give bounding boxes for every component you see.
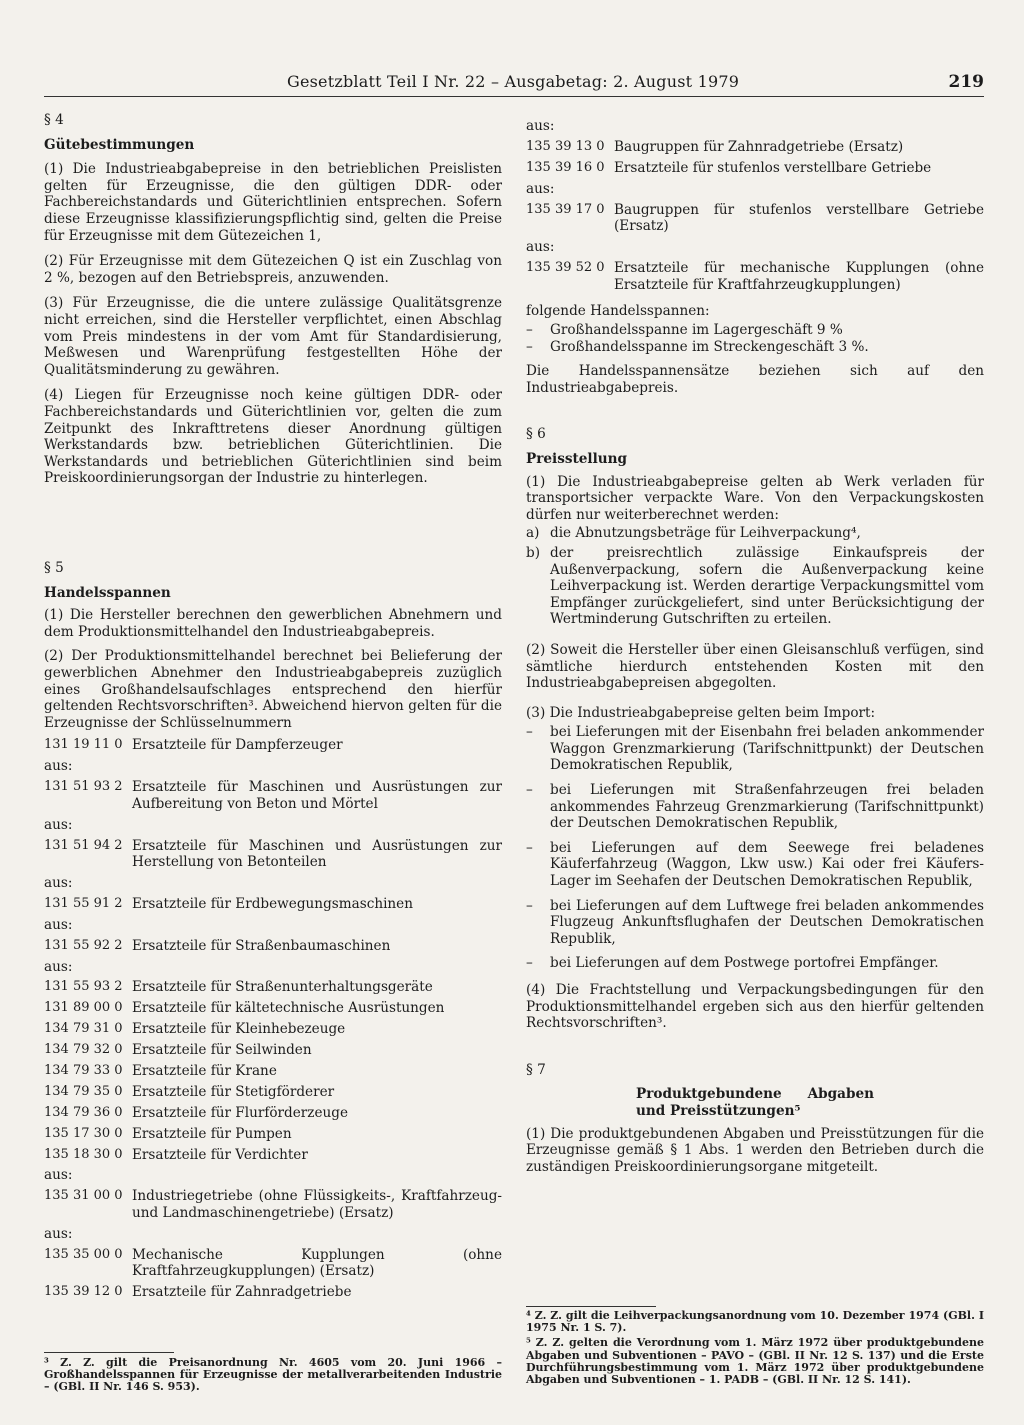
- key-number-row: [44, 938, 502, 955]
- aus-label: aus:: [526, 180, 555, 197]
- section-4-heading: Gütebestimmungen: [44, 136, 195, 153]
- key-number: 134 79 33 0: [44, 1063, 123, 1078]
- import-list: [526, 724, 984, 972]
- left-footnotes: [44, 1352, 502, 1394]
- s5-paragraph-2: (2) Der Produktionsmittelhandel berechnet bei Belieferung der gewerblichen Abnehmer den Industrieabgabepreis zuzüglich eines Großhandelsaufschlages entsprechend den hierfür geltenden Rechtsvorschriften³. Abweichend hiervon gelten für die Erzeugnisse der Schlüsselnummern: [44, 648, 502, 731]
- key-number-description: Ersatzteile für Pumpen: [132, 1125, 292, 1142]
- aus-label: aus:: [44, 816, 73, 833]
- section-5-number: § 5: [44, 560, 64, 576]
- aus-label: aus:: [44, 958, 73, 975]
- key-number: 135 39 12 0: [44, 1284, 123, 1300]
- key-number-description: Baugruppen für Zahnradgetriebe (Ersatz): [614, 139, 904, 156]
- import-condition-item: [526, 724, 984, 774]
- key-number-row: [44, 838, 502, 871]
- key-number: 135 17 30 0: [44, 1125, 123, 1141]
- import-condition-text: bei Lieferungen auf dem Postwege portofrei Empfänger.: [550, 955, 939, 972]
- s4-paragraph-1: (1) Die Industrieabgabepreise in den betrieblichen Preislisten gelten für Erzeugnisse, die den gültigen DDR- oder Fachbereichstandards und Güterichtlinien entsprechen. Sofern diese Erzeugnisse klassifizierungspflichtig sind, gelten die Preise für Erzeugnisse mit dem Gütezeichen 1,: [44, 161, 502, 244]
- aus-label: aus:: [44, 1225, 73, 1242]
- key-number-row: [44, 1000, 502, 1017]
- key-number-description: Ersatzteile für Maschinen und Ausrüstungen zur Aufbereitung von Beton und Mörtel: [132, 779, 502, 812]
- import-condition-text: bei Lieferungen mit der Eisenbahn frei beladen ankommender Waggon Grenzmarkierung (Tarifschnittpunkt) der Deutschen Demokratischen Republik,: [550, 724, 984, 774]
- key-number-description: Ersatzteile für kältetechnische Ausrüstungen: [132, 1000, 445, 1017]
- key-number-description: Ersatzteile für Kleinhebezeuge: [132, 1021, 346, 1038]
- key-number-row: [526, 160, 984, 177]
- key-number-description: Ersatzteile für Straßenbaumaschinen: [132, 937, 391, 954]
- footnote-rule: [526, 1306, 656, 1307]
- key-number-row: [44, 779, 502, 812]
- dash-marker: –: [526, 782, 533, 799]
- s6-paragraph-3: (3) Die Industrieabgabepreise gelten beim Import:: [526, 704, 876, 721]
- left-column: [44, 112, 502, 487]
- key-number: 135 35 00 0: [44, 1246, 123, 1262]
- dash-marker: –: [526, 955, 533, 972]
- aus-label: aus:: [526, 118, 555, 135]
- key-number-row: [526, 260, 984, 293]
- key-number-description: Ersatzteile für Seilwinden: [132, 1042, 312, 1059]
- key-number: 134 79 36 0: [44, 1104, 123, 1120]
- key-number: 131 55 92 2: [44, 937, 123, 953]
- margins-note: Die Handelsspannensätze beziehen sich auf den Industrieabgabepreis.: [526, 363, 984, 396]
- dash-marker: –: [526, 897, 533, 914]
- left-column-section-5: [44, 560, 502, 1301]
- gazette-title: Gesetzblatt Teil I Nr. 22 – Ausgabetag: 2. August 1979: [287, 72, 740, 91]
- key-number-row: [44, 737, 502, 754]
- right-footnotes: [526, 1306, 984, 1386]
- key-number: 131 51 94 2: [44, 837, 123, 853]
- page-header: [44, 72, 984, 94]
- dash-marker: –: [526, 839, 533, 856]
- import-condition-item: [526, 955, 984, 972]
- key-number: 135 39 52 0: [526, 260, 605, 276]
- key-number: 134 79 35 0: [44, 1083, 123, 1099]
- key-number-row: [44, 1247, 502, 1280]
- key-number-description: Ersatzteile für Straßenunterhaltungsgeräte: [132, 979, 433, 996]
- key-number-row: [44, 1021, 502, 1038]
- right-column: [526, 114, 984, 1175]
- key-number: 135 18 30 0: [44, 1146, 123, 1162]
- key-number-row: [44, 1147, 502, 1164]
- key-number-description: Ersatzteile für Flurförderzeuge: [132, 1104, 348, 1121]
- key-number-row: [44, 1105, 502, 1122]
- margin-item: – Großhandelsspanne im Streckengeschäft 3 %.: [526, 338, 869, 355]
- key-number: 135 31 00 0: [44, 1188, 123, 1204]
- key-number: 131 89 00 0: [44, 1000, 123, 1016]
- key-number: 131 51 93 2: [44, 779, 123, 795]
- footnote-4: ⁴ Z. Z. gilt die Leihverpackungsanordnung vom 10. Dezember 1974 (GBl. I 1975 Nr. 1 S. 7).: [526, 1309, 984, 1335]
- key-number-row: [44, 1084, 502, 1101]
- dash-marker: –: [526, 724, 533, 741]
- key-number-description: Baugruppen für stufenlos verstellbare Getriebe (Ersatz): [614, 201, 984, 235]
- key-number-list: [44, 737, 502, 1300]
- margins-intro: folgende Handelsspannen:: [526, 303, 710, 320]
- key-number: 131 19 11 0: [44, 737, 123, 753]
- footnote-5: ⁵ Z. Z. gelten die Verordnung vom 1. März 1972 über produktgebundene Abgaben und Subventionen – PAVO – (GBl. II Nr. 12 S. 137) und die Erste Durchführungsbestimmung vom 1. März 1972 über produktgebundene Abgaben und Subventionen – 1. PADB – (GBl. II Nr. 12 S. 141).: [526, 1336, 984, 1387]
- key-number-description: Ersatzteile für Stetigförderer: [132, 1083, 335, 1100]
- page-number: 219: [948, 72, 984, 92]
- import-condition-item: [526, 898, 984, 948]
- import-condition-item: [526, 840, 984, 890]
- key-number-row: [44, 1188, 502, 1221]
- footnote-3: ³ Z. Z. gilt die Preisanordnung Nr. 4605 vom 20. Juni 1966 – Großhandelsspannen für Erzeugnisse der metallverarbeitenden Industrie – (GBl. II Nr. 146 S. 953).: [44, 1356, 502, 1394]
- key-number-description: Mechanische Kupplungen (ohne Kraftfahrzeugkupplungen) (Ersatz): [132, 1246, 502, 1280]
- key-number-row: [44, 1126, 502, 1143]
- key-number-row: [44, 1042, 502, 1059]
- section-7-number: § 7: [526, 1061, 546, 1078]
- s4-paragraph-4: (4) Liegen für Erzeugnisse noch keine gültigen DDR- oder Fachbereichstandards und Güterichtlinien vor, gelten die zum Zeitpunkt des Inkrafttretens dieser Anordnung gültigen Werkstandards bzw. betrieblichen Güterichtlinien. Die Werkstandards und betrieblichen Güterichtlinien sind beim Preiskoordinierungsorgan der Industrie zu hinterlegen.: [44, 387, 502, 487]
- key-number-list-continued: [526, 118, 984, 293]
- key-number-row: [44, 1063, 502, 1080]
- key-number-description: Ersatzteile für Verdichter: [132, 1146, 308, 1163]
- section-4-number: § 4: [44, 112, 64, 128]
- key-number-row: [526, 202, 984, 235]
- key-number-row: [44, 896, 502, 913]
- import-condition-item: [526, 782, 984, 832]
- key-number-row: [526, 139, 984, 156]
- s6-paragraph-2: (2) Soweit die Hersteller über einen Gleisanschluß verfügen, sind sämtliche hierdurch entstehenden Kosten mit den Industrieabgabepreisen abgegolten.: [526, 641, 984, 692]
- key-number: 135 39 13 0: [526, 139, 605, 155]
- s5-paragraph-1: (1) Die Hersteller berechnen den gewerblichen Abnehmern und dem Produktionsmittelhandel den Industrieabgabepreis.: [44, 607, 502, 640]
- key-number: 134 79 32 0: [44, 1042, 123, 1058]
- aus-label: aus:: [526, 239, 555, 256]
- section-5-heading: Handelsspannen: [44, 584, 171, 601]
- key-number-description: Industriegetriebe (ohne Flüssigkeits-, Kraftfahrzeug- und Landmaschinengetriebe) (Ersatz): [132, 1188, 502, 1221]
- footnote-rule: [44, 1352, 174, 1353]
- key-number: 134 79 31 0: [44, 1021, 123, 1037]
- key-number-description: Ersatzteile für stufenlos verstellbare Getriebe: [614, 160, 932, 177]
- section-6-number: § 6: [526, 426, 546, 443]
- aus-label: aus:: [44, 758, 73, 775]
- margins-list: [526, 322, 984, 355]
- s6-item-b: b) der preisrechtlich zulässige Einkaufspreis der Außenverpackung, sofern die Außenverpackung keine Leihverpackung ist. Werden derartige Verpackungsmittel vom Empfänger zurückgeliefert, sind unter Berücksichtigung der Wertminderung Gutschriften zu erteilen.: [526, 544, 984, 628]
- key-number-description: Ersatzteile für Krane: [132, 1063, 277, 1079]
- key-number: 131 55 91 2: [44, 895, 123, 911]
- key-number-description: Ersatzteile für Zahnradgetriebe: [132, 1284, 352, 1301]
- key-number: 135 39 17 0: [526, 201, 605, 217]
- s6-paragraph-4: (4) Die Frachtstellung und Verpackungsbedingungen für den Produktionsmittelhandel ergeben sich aus den hierfür geltenden Rechtsvorschriften³.: [526, 982, 984, 1032]
- section-6-heading: Preisstellung: [526, 450, 628, 467]
- import-condition-text: bei Lieferungen mit Straßenfahrzeugen frei beladen ankommendes Fahrzeug Grenzmarkierung (Tarifschnittpunkt) der Deutschen Demokratischen Republik,: [550, 782, 984, 832]
- key-number: 135 39 16 0: [526, 160, 605, 176]
- aus-label: aus:: [44, 916, 73, 933]
- key-number: 131 55 93 2: [44, 979, 123, 995]
- key-number-description: Ersatzteile für mechanische Kupplungen (ohne Ersatzteile für Kraftfahrzeugkupplungen): [614, 260, 984, 293]
- key-number-description: Ersatzteile für Maschinen und Ausrüstungen zur Herstellung von Betonteilen: [132, 837, 502, 871]
- s4-paragraph-3: (3) Für Erzeugnisse, die die untere zulässige Qualitätsgrenze nicht erreichen, sind die Hersteller verpflichtet, einen Abschlag vom Preis mindestens in der vom Amt für Standardisierung, Meßwesen und Warenprüfung festgestellten Höhe der Qualitätsminderung zu gewähren.: [44, 295, 502, 378]
- aus-label: aus:: [44, 874, 73, 891]
- key-number-row: [44, 979, 502, 996]
- key-number-description: Ersatzteile für Dampferzeuger: [132, 737, 343, 754]
- import-condition-text: bei Lieferungen auf dem Seewege frei beladenes Käuferfahrzeug (Waggon, Lkw usw.) Kai oder frei Käufers-Lager im Seehafen der Deutschen Demokratischen Republik,: [550, 839, 984, 890]
- s4-paragraph-2: (2) Für Erzeugnisse mit dem Gütezeichen Q ist ein Zuschlag von 2 %, bezogen auf den Betriebspreis, anzuwenden.: [44, 253, 502, 286]
- key-number-row: [44, 1284, 502, 1301]
- s6-item-a: a) die Abnutzungsbeträge für Leihverpackung⁴,: [526, 525, 861, 542]
- header-rule: [44, 96, 984, 97]
- margin-item: – Großhandelsspanne im Lagergeschäft 9 %: [526, 322, 843, 339]
- s6-paragraph-1: (1) Die Industrieabgabepreise gelten ab Werk verladen für transportsicher verpackte Ware. Von den Verpackungskosten dürfen nur weiterberechnet werden:: [526, 473, 984, 523]
- import-condition-text: bei Lieferungen auf dem Luftwege frei beladen ankommendes Flugzeug Ankunftsflughafen der Deutschen Demokratischen Republik,: [550, 897, 984, 947]
- section-7-heading: Produktgebundene Abgaben und Preisstützungen⁵: [636, 1086, 874, 1119]
- key-number-description: Ersatzteile für Erdbewegungsmaschinen: [132, 895, 413, 912]
- aus-label: aus:: [44, 1167, 73, 1184]
- s7-paragraph-1: (1) Die produktgebundenen Abgaben und Preisstützungen für die Erzeugnisse gemäß § 1 Abs. 1 werden den Betrieben durch die zuständigen Preiskoordinierungsorgane mitgeteilt.: [526, 1125, 984, 1175]
